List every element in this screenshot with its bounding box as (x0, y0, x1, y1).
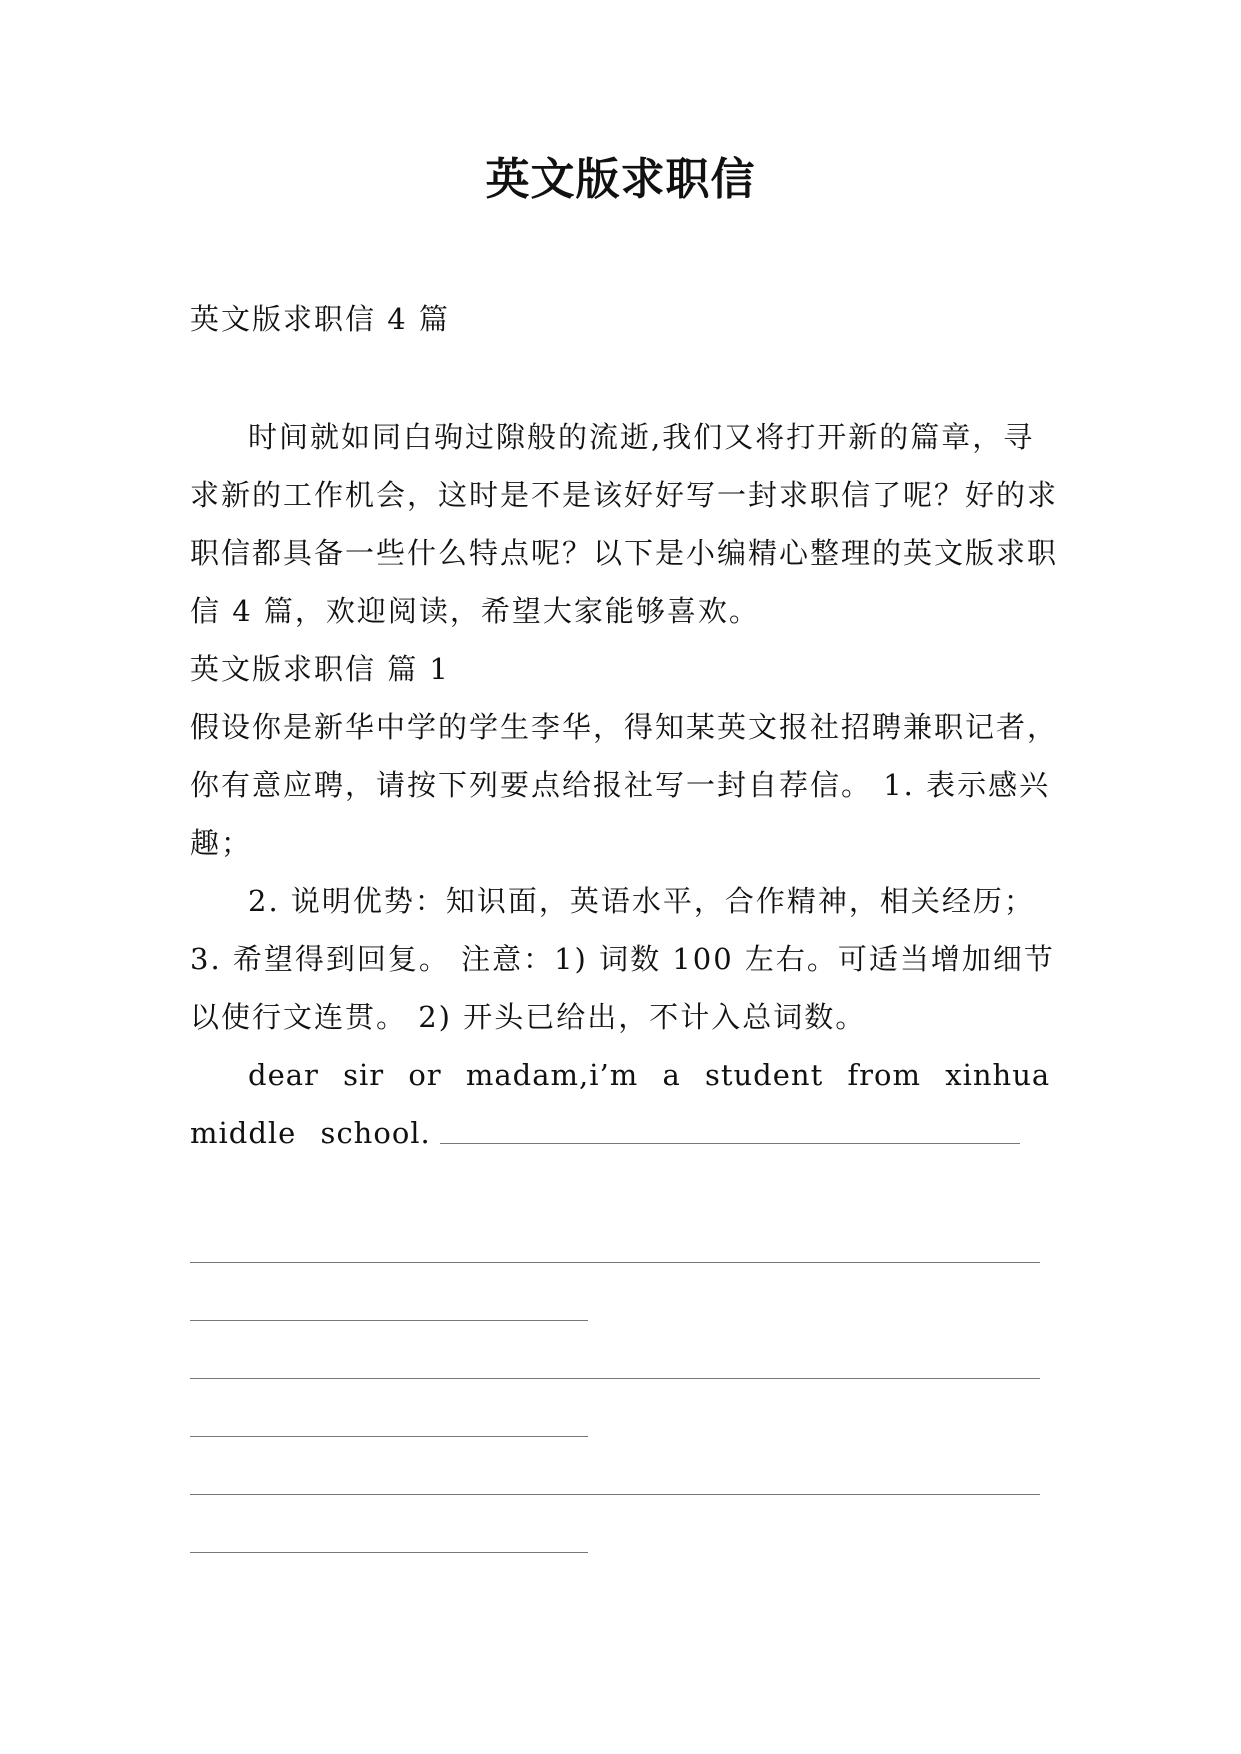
answer-line (440, 1143, 1020, 1144)
answer-line (190, 1552, 588, 1553)
intro-paragraph: 时间就如同白驹过隙般的流逝,我们又将打开新的篇章，寻求新的工作机会，这时是不是该好好写一封求职信了呢？好的求职信都具备一些什么特点呢？以下是小编精心整理的英文版求职信 4 篇，欢迎阅读，希望大家能够喜欢。 (190, 420, 1059, 628)
answer-line (190, 1494, 1040, 1495)
letter-greeting: dear sir or madam,i’m a student from xinhua middle school. (190, 1058, 1051, 1150)
section-heading: 英文版求职信 篇 1 (190, 652, 450, 686)
answer-line (190, 1436, 588, 1437)
answer-line (190, 1378, 1040, 1379)
answer-line (190, 1262, 1040, 1263)
document-subtitle: 英文版求职信 4 篇 (190, 302, 450, 336)
points-paragraph: 2. 说明优势：知识面，英语水平，合作精神，相关经历； 3. 希望得到回复。 注意：1) 词数 100 左右。可适当增加细节以使行文连贯。 2) 开头已给出，不计入总词数。 (190, 884, 1055, 1034)
task-paragraph: 假设你是新华中学的学生李华，得知某英文报社招聘兼职记者，你有意应聘，请按下列要点给报社写一封自荐信。 1. 表示感兴趣； (190, 710, 1059, 860)
page-title: 英文版求职信 (485, 154, 756, 205)
answer-line (190, 1320, 588, 1321)
